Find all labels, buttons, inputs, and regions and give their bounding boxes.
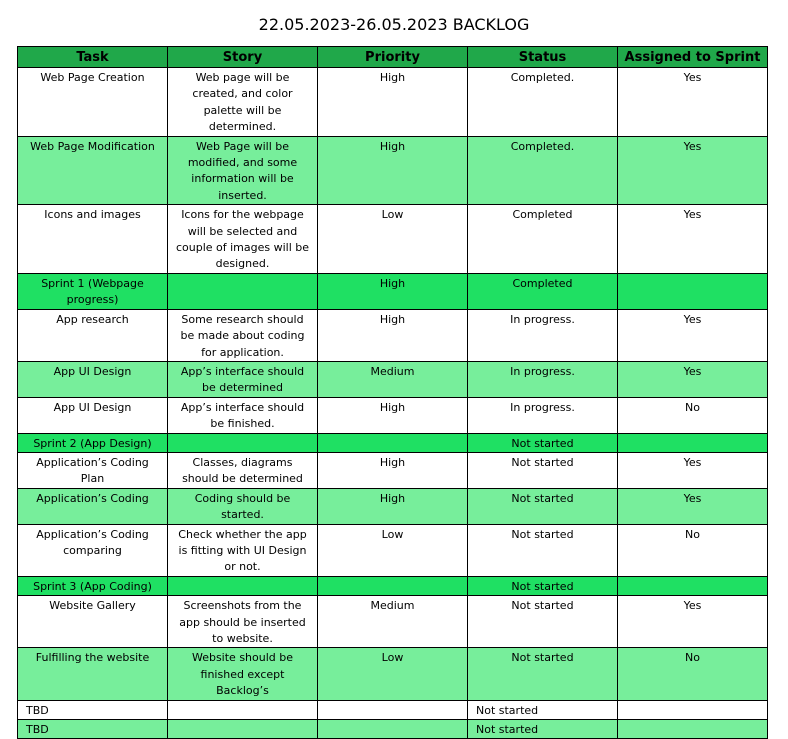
cell-story: Classes, diagrams should be determined — [168, 452, 318, 488]
cell-priority: Medium — [318, 361, 468, 397]
cell-task: Application’s Coding Plan — [18, 452, 168, 488]
cell-status: Not started — [468, 576, 618, 595]
cell-status: In progress. — [468, 397, 618, 433]
cell-story: Check whether the app is fitting with UI Design or not. — [168, 524, 318, 576]
cell-assigned: Yes — [618, 361, 768, 397]
cell-priority — [318, 576, 468, 595]
cell-assigned: No — [618, 524, 768, 576]
cell-assigned — [618, 576, 768, 595]
cell-story: Web page will be created, and color palette will be determined. — [168, 68, 318, 137]
table-row — [18, 700, 768, 719]
cell-assigned — [618, 720, 768, 739]
cell-status: Not started — [468, 452, 618, 488]
cell-story: Coding should be started. — [168, 488, 318, 524]
cell-status: Completed — [468, 273, 618, 309]
table-row — [18, 452, 768, 488]
table-row — [18, 205, 768, 274]
cell-status: In progress. — [468, 309, 618, 361]
cell-story: Screenshots from the app should be inserted to website. — [168, 596, 318, 648]
cell-status: Completed. — [468, 136, 618, 205]
table-row — [18, 68, 768, 137]
cell-priority: Low — [318, 205, 468, 274]
table-header-row — [18, 47, 768, 68]
cell-status: In progress. — [468, 361, 618, 397]
cell-assigned: Yes — [618, 205, 768, 274]
cell-task: Icons and images — [18, 205, 168, 274]
cell-assigned: Yes — [618, 596, 768, 648]
cell-assigned: Yes — [618, 68, 768, 137]
table-row — [18, 720, 768, 739]
cell-assigned: Yes — [618, 488, 768, 524]
cell-priority: High — [318, 488, 468, 524]
table-row — [18, 433, 768, 452]
table-row — [18, 576, 768, 595]
cell-task: App UI Design — [18, 397, 168, 433]
header-assigned: Assigned to Sprint — [618, 47, 768, 68]
cell-status: Completed. — [468, 68, 618, 137]
cell-story: App’s interface should be determined — [168, 361, 318, 397]
cell-task: TBD — [18, 700, 168, 719]
cell-status: Not started — [468, 433, 618, 452]
cell-story: Icons for the webpage will be selected and couple of images will be designed. — [168, 205, 318, 274]
cell-story: Some research should be made about coding for application. — [168, 309, 318, 361]
cell-task: Sprint 1 (Webpage progress) — [18, 273, 168, 309]
table-row — [18, 596, 768, 648]
cell-story — [168, 700, 318, 719]
cell-assigned: Yes — [618, 309, 768, 361]
cell-assigned: No — [618, 648, 768, 700]
cell-status: Not started — [468, 524, 618, 576]
table-row — [18, 524, 768, 576]
table-row — [18, 273, 768, 309]
table-row — [18, 397, 768, 433]
cell-assigned — [618, 273, 768, 309]
cell-priority: High — [318, 309, 468, 361]
cell-story: Web Page will be modified, and some information will be inserted. — [168, 136, 318, 205]
cell-priority — [318, 433, 468, 452]
cell-priority — [318, 720, 468, 739]
cell-priority: High — [318, 452, 468, 488]
cell-priority: Low — [318, 648, 468, 700]
cell-task: App research — [18, 309, 168, 361]
header-status: Status — [468, 47, 618, 68]
cell-assigned: Yes — [618, 136, 768, 205]
table-row — [18, 648, 768, 700]
cell-status: Not started — [468, 488, 618, 524]
cell-priority: Medium — [318, 596, 468, 648]
cell-task: Web Page Creation — [18, 68, 168, 137]
cell-story: Website should be finished except Backlog’s — [168, 648, 318, 700]
cell-priority: High — [318, 136, 468, 205]
header-task: Task — [18, 47, 168, 68]
cell-story — [168, 720, 318, 739]
cell-priority: High — [318, 397, 468, 433]
cell-status: Not started — [468, 700, 618, 719]
backlog-table — [17, 46, 768, 739]
cell-status: Not started — [468, 720, 618, 739]
cell-story — [168, 433, 318, 452]
cell-story — [168, 273, 318, 309]
cell-task: Fulfilling the website — [18, 648, 168, 700]
cell-task: Application’s Coding comparing — [18, 524, 168, 576]
cell-priority — [318, 700, 468, 719]
table-row — [18, 488, 768, 524]
cell-task: Sprint 2 (App Design) — [18, 433, 168, 452]
cell-task: App UI Design — [18, 361, 168, 397]
table-row — [18, 309, 768, 361]
cell-task: Application’s Coding — [18, 488, 168, 524]
cell-task: Website Gallery — [18, 596, 168, 648]
cell-assigned: No — [618, 397, 768, 433]
table-row — [18, 136, 768, 205]
cell-status: Completed — [468, 205, 618, 274]
page-title: 22.05.2023-26.05.2023 BACKLOG — [258, 15, 530, 34]
cell-story — [168, 576, 318, 595]
cell-assigned — [618, 700, 768, 719]
cell-priority: High — [318, 68, 468, 137]
cell-priority: Low — [318, 524, 468, 576]
cell-task: Web Page Modification — [18, 136, 168, 205]
cell-task: Sprint 3 (App Coding) — [18, 576, 168, 595]
header-priority: Priority — [318, 47, 468, 68]
cell-assigned: Yes — [618, 452, 768, 488]
cell-status: Not started — [468, 648, 618, 700]
cell-priority: High — [318, 273, 468, 309]
cell-story: App’s interface should be finished. — [168, 397, 318, 433]
header-story: Story — [168, 47, 318, 68]
cell-assigned — [618, 433, 768, 452]
table-row — [18, 361, 768, 397]
cell-task: TBD — [18, 720, 168, 739]
cell-status: Not started — [468, 596, 618, 648]
